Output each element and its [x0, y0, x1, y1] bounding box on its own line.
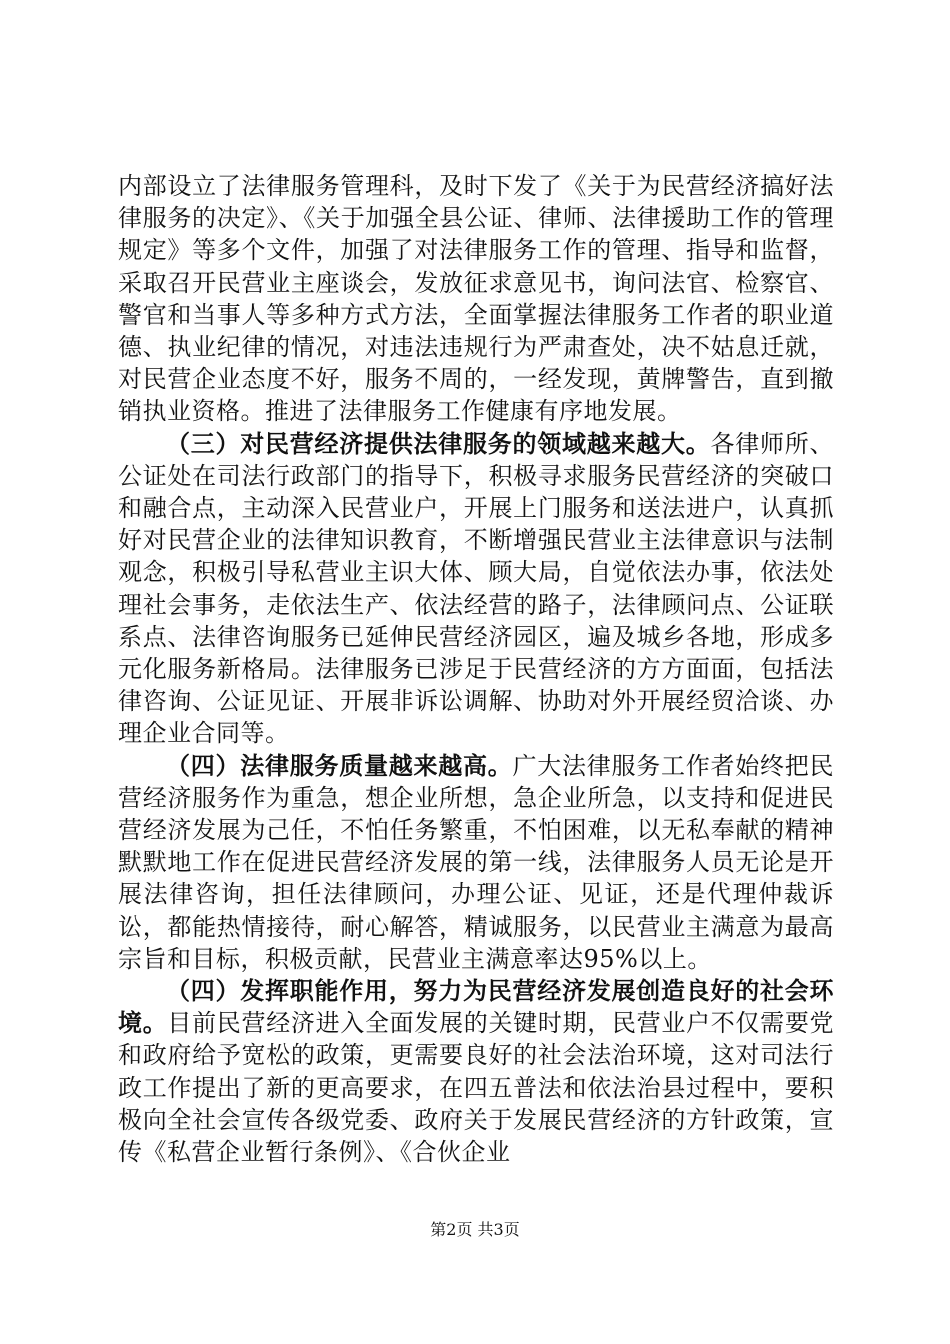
page-number-label: 第2页 共3页	[430, 1220, 520, 1239]
section-heading: （四）法律服务质量越来越高。	[166, 750, 513, 780]
paragraph-continuation	[118, 170, 834, 428]
paragraph-section-4	[118, 750, 834, 975]
section-heading: （四）发挥职能作用，努力为民营经济发展创造良好的社会环境。	[118, 976, 834, 1038]
paragraph-text: 内部设立了法律服务管理科，及时下发了《关于为民营经济搞好法律服务的决定》、《关于加强全县公证、律师、法律援助工作的管理规定》等多个文件，加强了对法律服务工作的管理、指导和监督，采取召开民营业主座谈会，发放征求意见书，询问法官、检察官、警官和当事人等多种方式方法，全面掌握法律服务工作者的职业道德、执业纪律的情况，对违法违规行为严肃查处，决不姑息迁就，对民营企业态度不好，服务不周的，一经发现，黄牌警告，直到撤销执业资格。推进了法律服务工作健康有序地发展。	[118, 172, 834, 426]
section-heading: （三）对民营经济提供法律服务的领域越来越大。	[166, 428, 711, 458]
document-body	[118, 170, 834, 1168]
paragraph-section-4b	[118, 975, 834, 1168]
page-footer	[0, 1220, 950, 1240]
paragraph-section-3	[118, 428, 834, 750]
paragraph-text: 目前民营经济进入全面发展的关键时期，民营业户不仅需要党和政府给予宽松的政策，更需要良好的社会法治环境，这对司法行政工作提出了新的更高要求，在四五普法和依法治县过程中，要积极向全社会宣传各级党委、政府关于发展民营经济的方针政策，宣传《私营企业暂行条例》、《合伙企业	[118, 1009, 835, 1167]
paragraph-text: 各律师所、公证处在司法行政部门的指导下，积极寻求服务民营经济的突破口和融合点，主动深入民营业户，开展上门服务和送法进户，认真抓好对民营企业的法律知识教育，不断增强民营业主法律意识与法制观念，积极引导私营业主识大体、顾大局，自觉依法办事，依法处理社会事务，走依法生产、依法经营的路子，法律顾问点、公证联系点、法律咨询服务已延伸民营经济园区，遍及城乡各地，形成多元化服务新格局。法律服务已涉足于民营经济的方方面面，包括法律咨询、公证见证、开展非诉讼调解、协助对外开展经贸洽谈、办理企业合同等。	[118, 429, 834, 748]
paragraph-text: 广大法律服务工作者始终把民营经济服务作为重急，想企业所想，急企业所急，以支持和促进民营经济发展为己任，不怕任务繁重，不怕困难，以无私奉献的精神默默地工作在促进民营经济发展的第一线，法律服务人员无论是开展法律咨询，担任法律顾问，办理公证、见证，还是代理仲裁诉讼，都能热情接待，耐心解答，精诚服务，以民营业主满意为最高宗旨和目标，积极贡献，民营业主满意率达95%以上。	[118, 751, 834, 973]
